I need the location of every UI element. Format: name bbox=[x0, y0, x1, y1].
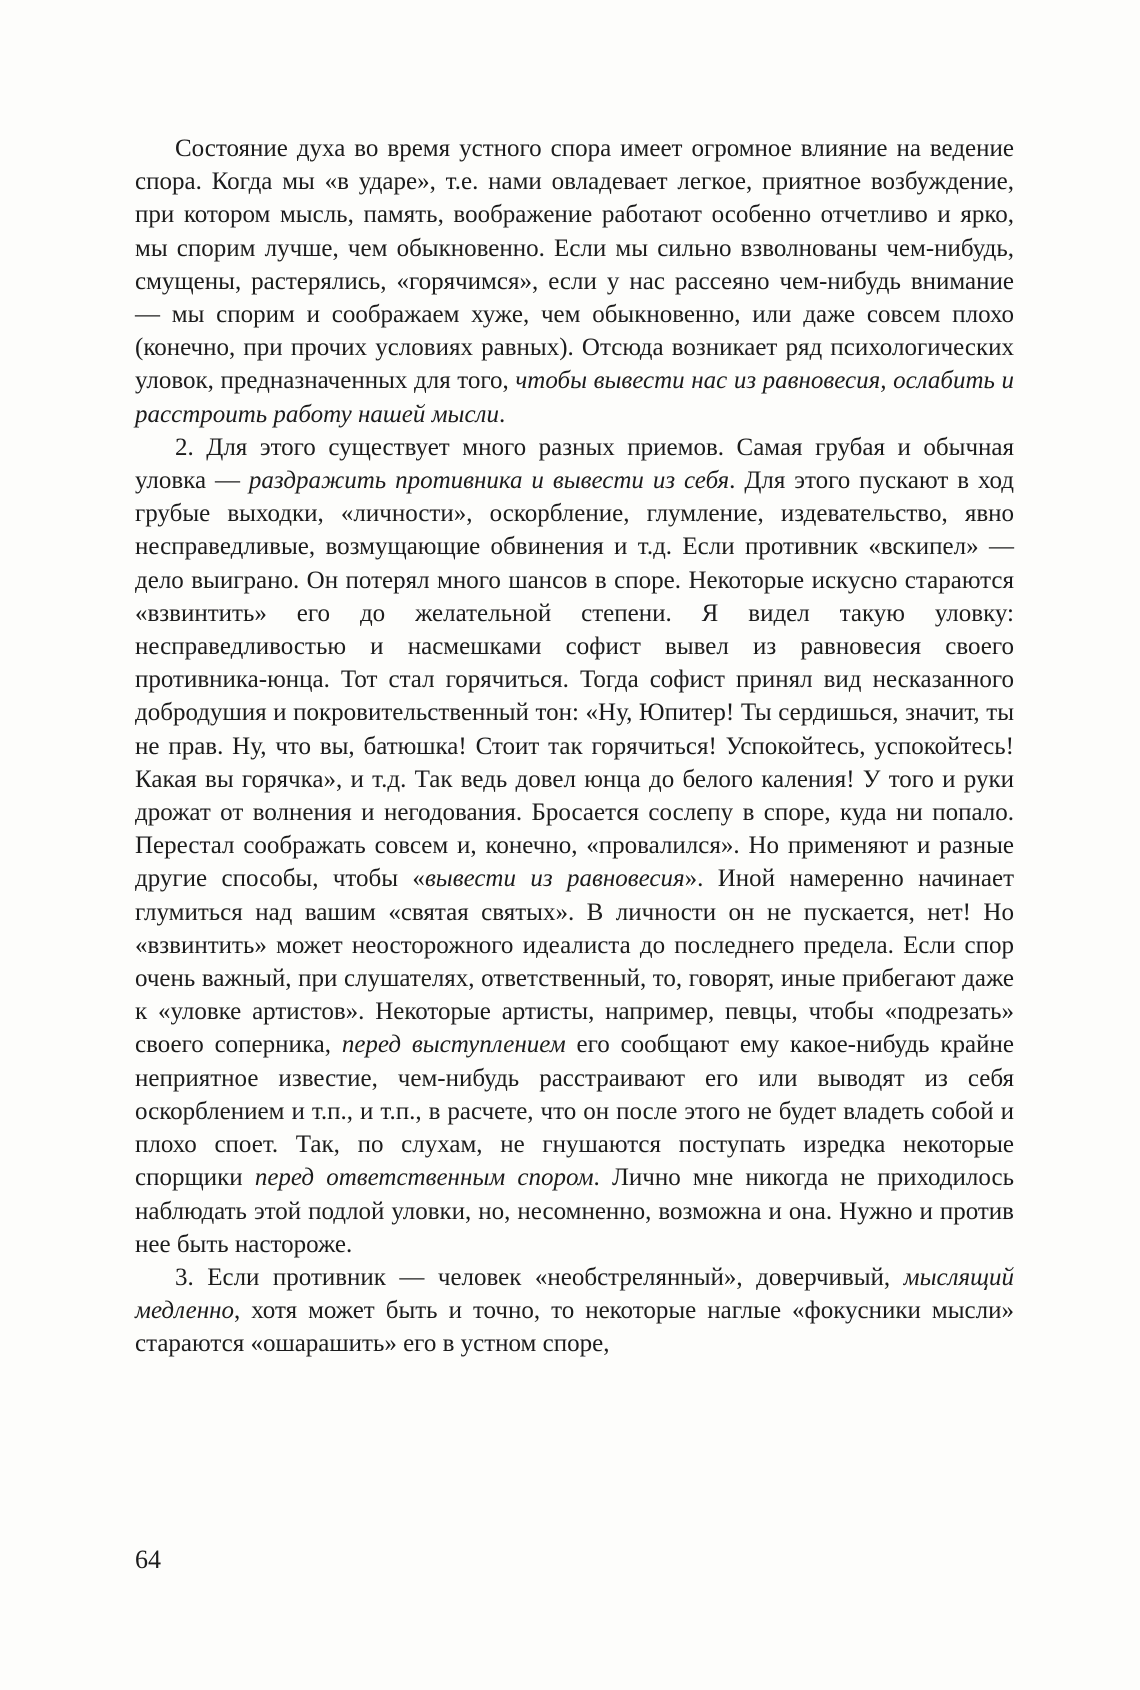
paragraph-2-text-5: . Лично мне никогда не приходилось наблюдать этой подлой уловки, но, несомненно, возможна и она. Нужно и против нее быть настороже. bbox=[135, 1164, 1014, 1258]
paragraph-2 bbox=[135, 431, 1014, 1261]
paragraph-1-text-1: Состояние духа во время устного спора имеет огромное влияние на ведение спора. Когда мы «в ударе», т.е. нами овладевает легкое, приятное возбуждение, при котором мысль, память, воображение работают особенно отчетливо и ярко, мы спорим лучше, чем обыкновенно. Если мы сильно взволнованы чем-нибудь, смущены, растерялись, «горячимся», если у нас рассеяно чем-нибудь внимание — мы спорим и соображаем хуже, чем обыкновенно, или даже совсем плохо (конечно, при прочих условиях равных). Отсюда возникает ряд психологических уловок, предназначенных для того, bbox=[135, 135, 1014, 395]
paragraph-1 bbox=[135, 132, 1014, 431]
paragraph-2-text-2: . Для этого пускают в ход грубые выходки, «личности», оскорбление, глумление, издевательство, явно несправедливые, возмущающие обвинения и т.д. Если противник «вскипел» — дело выиграно. Он потерял много шансов в споре. Некоторые искусно стараются «взвинтить» его до желательной степени. Я видел такую уловку: несправедливостью и насмешками софист вывел из равновесия своего противника-юнца. Тот стал горячиться. Тогда софист принял вид несказанного добродушия и покровительственный тон: «Ну, Юпитер! Ты сердишься, значит, ты не прав. Ну, что вы, батюшка! Стоит так горячиться! Успокойтесь, успокойтесь! Какая вы горячка», и т.д. Так ведь довел юнца до белого каления! У того и руки дрожат от волнения и негодования. Бросается сослепу в споре, куда ни попало. Перестал соображать совсем и, конечно, «провалился». Но применяют и разные другие способы, чтобы « bbox=[135, 467, 1015, 893]
body-text bbox=[135, 132, 1014, 1361]
paragraph-2-italic-1: раздражить противника и вывести из себя bbox=[248, 467, 730, 495]
paragraph-2-italic-3: перед выступлением bbox=[341, 1031, 566, 1059]
paragraph-2-text-4: его сообщают ему какое-нибудь крайне неприятное известие, чем-нибудь расстраивают его или выводят из себя оскорблением и т.п., и т.п., в расчете, что он после этого не будет владеть собой и плохо споет. Так, по слухам, не гнушаются поступать изредка некоторые спорщики bbox=[135, 1031, 1014, 1192]
page-number: 64 bbox=[135, 1545, 161, 1574]
paragraph-1-text-2: . bbox=[498, 400, 506, 428]
paragraph-3 bbox=[135, 1261, 1014, 1361]
paragraph-3-text-2: , хотя может быть и точно, то некоторые наглые «фокусники мысли» стараются «ошарашить» его в устном споре, bbox=[135, 1297, 1014, 1358]
paragraph-2-italic-4: перед ответственным спором bbox=[254, 1164, 594, 1192]
paragraph-2-italic-2: вывести из равновесия bbox=[424, 865, 685, 893]
paragraph-2-text-3: ». Иной намеренно начинает глумиться над вашим «святая святых». В личности он не пускается, нет! Но «взвинтить» может неосторожного идеалиста до последнего предела. Если спор очень важный, при слушателях, ответственный, то, говорят, иные прибегают даже к «уловке артистов». Некоторые артисты, например, певцы, чтобы «подрезать» своего соперника, bbox=[135, 865, 1014, 1059]
paragraph-3-text-1: 3. Если противник — человек «необстрелянный», доверчивый, bbox=[175, 1263, 904, 1291]
paragraph-2-text-1: 2. Для этого существует много разных приемов. Самая грубая и обычная уловка — bbox=[135, 433, 1014, 495]
paragraph-3-italic-1: мыслящий медленно bbox=[135, 1263, 1014, 1325]
paragraph-1-italic-1: чтобы вывести нас из равновесия, ослабить и расстроить работу нашей мысли bbox=[135, 367, 1015, 428]
